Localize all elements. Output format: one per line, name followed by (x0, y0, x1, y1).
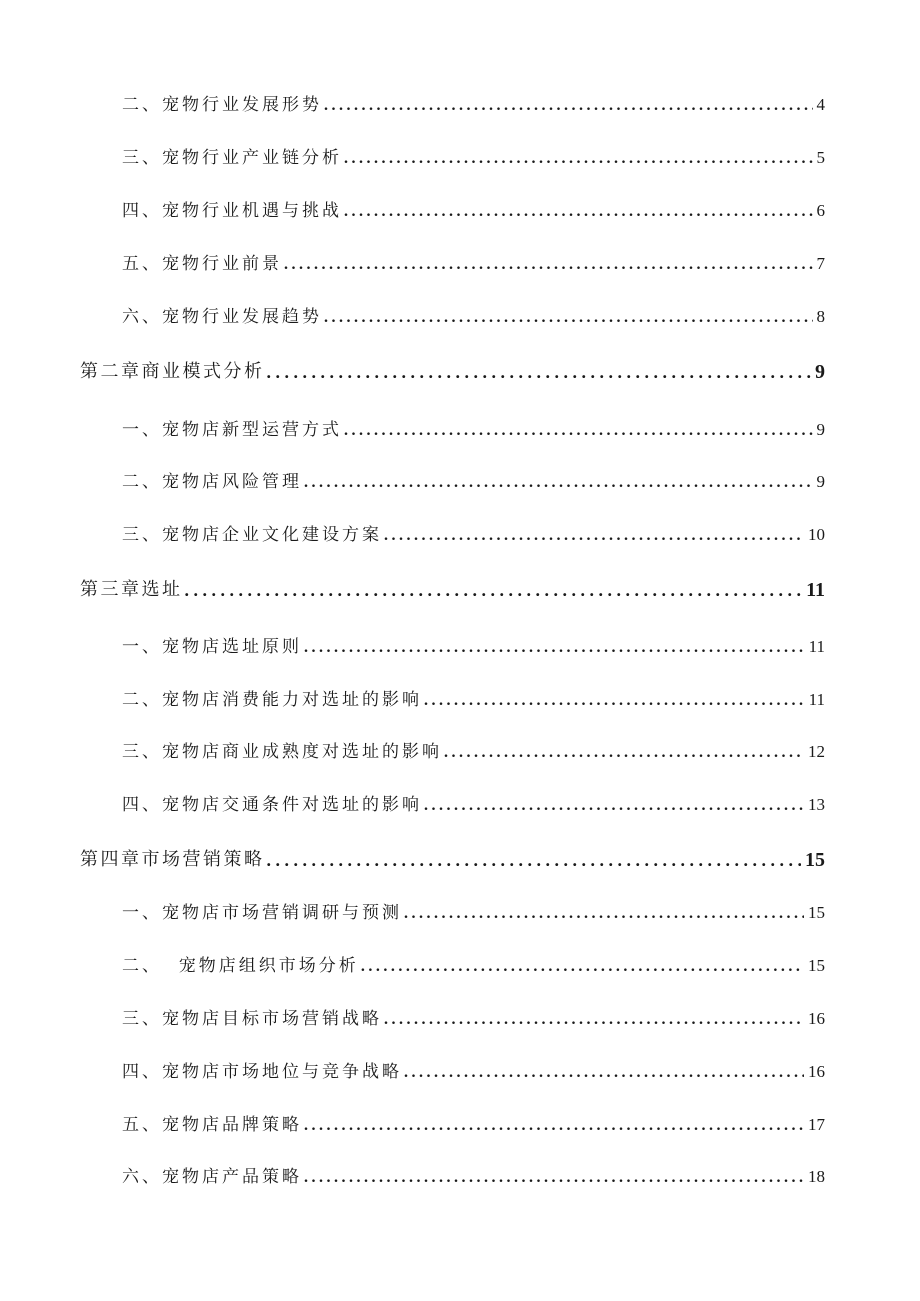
toc-chapter-entry[interactable] (0, 353, 920, 383)
toc-entry-title: 二、宠物店风险管理 (122, 472, 302, 492)
toc-page-number: 18 (808, 1167, 825, 1186)
toc-page-number: 6 (816, 201, 825, 220)
toc-page-number: 11 (808, 690, 825, 709)
dot-leader (185, 579, 803, 601)
toc-entry-title: 一、宠物店选址原则 (122, 637, 302, 657)
toc-page-number: 9 (816, 420, 825, 439)
toc-entry[interactable] (0, 947, 920, 977)
dot-leader (444, 741, 804, 763)
dot-leader (344, 200, 813, 222)
toc-entry[interactable] (0, 139, 920, 169)
dot-leader (267, 361, 812, 383)
toc-page-number: 16 (808, 1062, 825, 1081)
toc-entry[interactable] (0, 298, 920, 328)
toc-entry[interactable] (0, 411, 920, 441)
toc-page-number: 17 (808, 1115, 825, 1134)
toc-page-number: 16 (808, 1009, 825, 1028)
toc-page-number: 15 (808, 956, 825, 975)
toc-entry-title: 六、宠物店产品策略 (122, 1167, 302, 1187)
toc-entry-title: 四、宠物店交通条件对选址的影响 (122, 795, 422, 815)
toc-entry[interactable] (0, 1000, 920, 1030)
toc-entry[interactable] (0, 628, 920, 658)
toc-entry-title: 五、宠物店品牌策略 (122, 1115, 302, 1135)
toc-entry-title: 六、宠物行业发展趋势 (122, 307, 322, 327)
toc-entry[interactable] (0, 245, 920, 275)
dot-leader (404, 1061, 804, 1083)
toc-entry[interactable] (0, 681, 920, 711)
toc-chapter-title: 第四章市场营销策略 (80, 849, 265, 870)
toc-page-number: 15 (805, 849, 825, 871)
toc-entry[interactable] (0, 463, 920, 493)
toc-entry-title: 二、宠物店消费能力对选址的影响 (122, 690, 422, 710)
toc-entry-title: 三、宠物店商业成熟度对选址的影响 (122, 742, 442, 762)
toc-chapter-title: 第三章选址 (80, 579, 183, 600)
toc-entry[interactable] (0, 1158, 920, 1188)
dot-leader (404, 902, 804, 924)
toc-page-number: 7 (816, 254, 825, 273)
toc-entry[interactable] (0, 1053, 920, 1083)
toc-page-number: 12 (808, 742, 825, 761)
toc-chapter-entry[interactable] (0, 841, 920, 871)
toc-page-number: 4 (816, 95, 825, 114)
toc-entry[interactable] (0, 786, 920, 816)
toc-page-number: 9 (816, 472, 825, 491)
toc-page-number: 11 (808, 637, 825, 656)
dot-leader (304, 1166, 804, 1188)
toc-entry-title: 三、宠物行业产业链分析 (122, 148, 342, 168)
toc-entry[interactable] (0, 894, 920, 924)
dot-leader (267, 849, 802, 871)
dot-leader (324, 306, 813, 328)
dot-leader (304, 636, 805, 658)
toc-entry-title: 一、宠物店市场营销调研与预测 (122, 903, 402, 923)
toc-entry-title: 一、宠物店新型运营方式 (122, 420, 342, 440)
toc-entry-title: 二、宠物行业发展形势 (122, 95, 322, 115)
dot-leader (344, 419, 813, 441)
toc-entry-title: 四、宠物行业机遇与挑战 (122, 201, 342, 221)
toc-entry-title: 三、宠物店目标市场营销战略 (122, 1009, 382, 1029)
dot-leader (344, 147, 813, 169)
toc-entry[interactable] (0, 516, 920, 546)
toc-entry-title: 五、宠物行业前景 (122, 254, 282, 274)
toc-entry-title: 三、宠物店企业文化建设方案 (122, 525, 382, 545)
dot-leader (304, 471, 813, 493)
dot-leader (284, 253, 813, 275)
toc-chapter-title: 第二章商业模式分析 (80, 361, 265, 382)
toc-entry[interactable] (0, 733, 920, 763)
dot-leader (424, 794, 804, 816)
dot-leader (384, 524, 804, 546)
dot-leader (361, 955, 804, 977)
dot-leader (424, 689, 805, 711)
dot-leader (384, 1008, 804, 1030)
toc-entry-title: 二、 宠物店组织市场分析 (122, 956, 359, 976)
toc-entry[interactable] (0, 192, 920, 222)
toc-entry[interactable] (0, 86, 920, 116)
toc-page-number: 15 (808, 903, 825, 922)
toc-page-number: 13 (808, 795, 825, 814)
toc-entry[interactable] (0, 1106, 920, 1136)
toc-page-number: 11 (806, 579, 825, 601)
toc-entry-title: 四、宠物店市场地位与竞争战略 (122, 1062, 402, 1082)
toc-page-number: 8 (816, 307, 825, 326)
toc-page-number: 9 (815, 361, 825, 383)
dot-leader (324, 94, 813, 116)
toc-page-number: 10 (808, 525, 825, 544)
toc-chapter-entry[interactable] (0, 571, 920, 601)
dot-leader (304, 1114, 804, 1136)
toc-page-number: 5 (816, 148, 825, 167)
